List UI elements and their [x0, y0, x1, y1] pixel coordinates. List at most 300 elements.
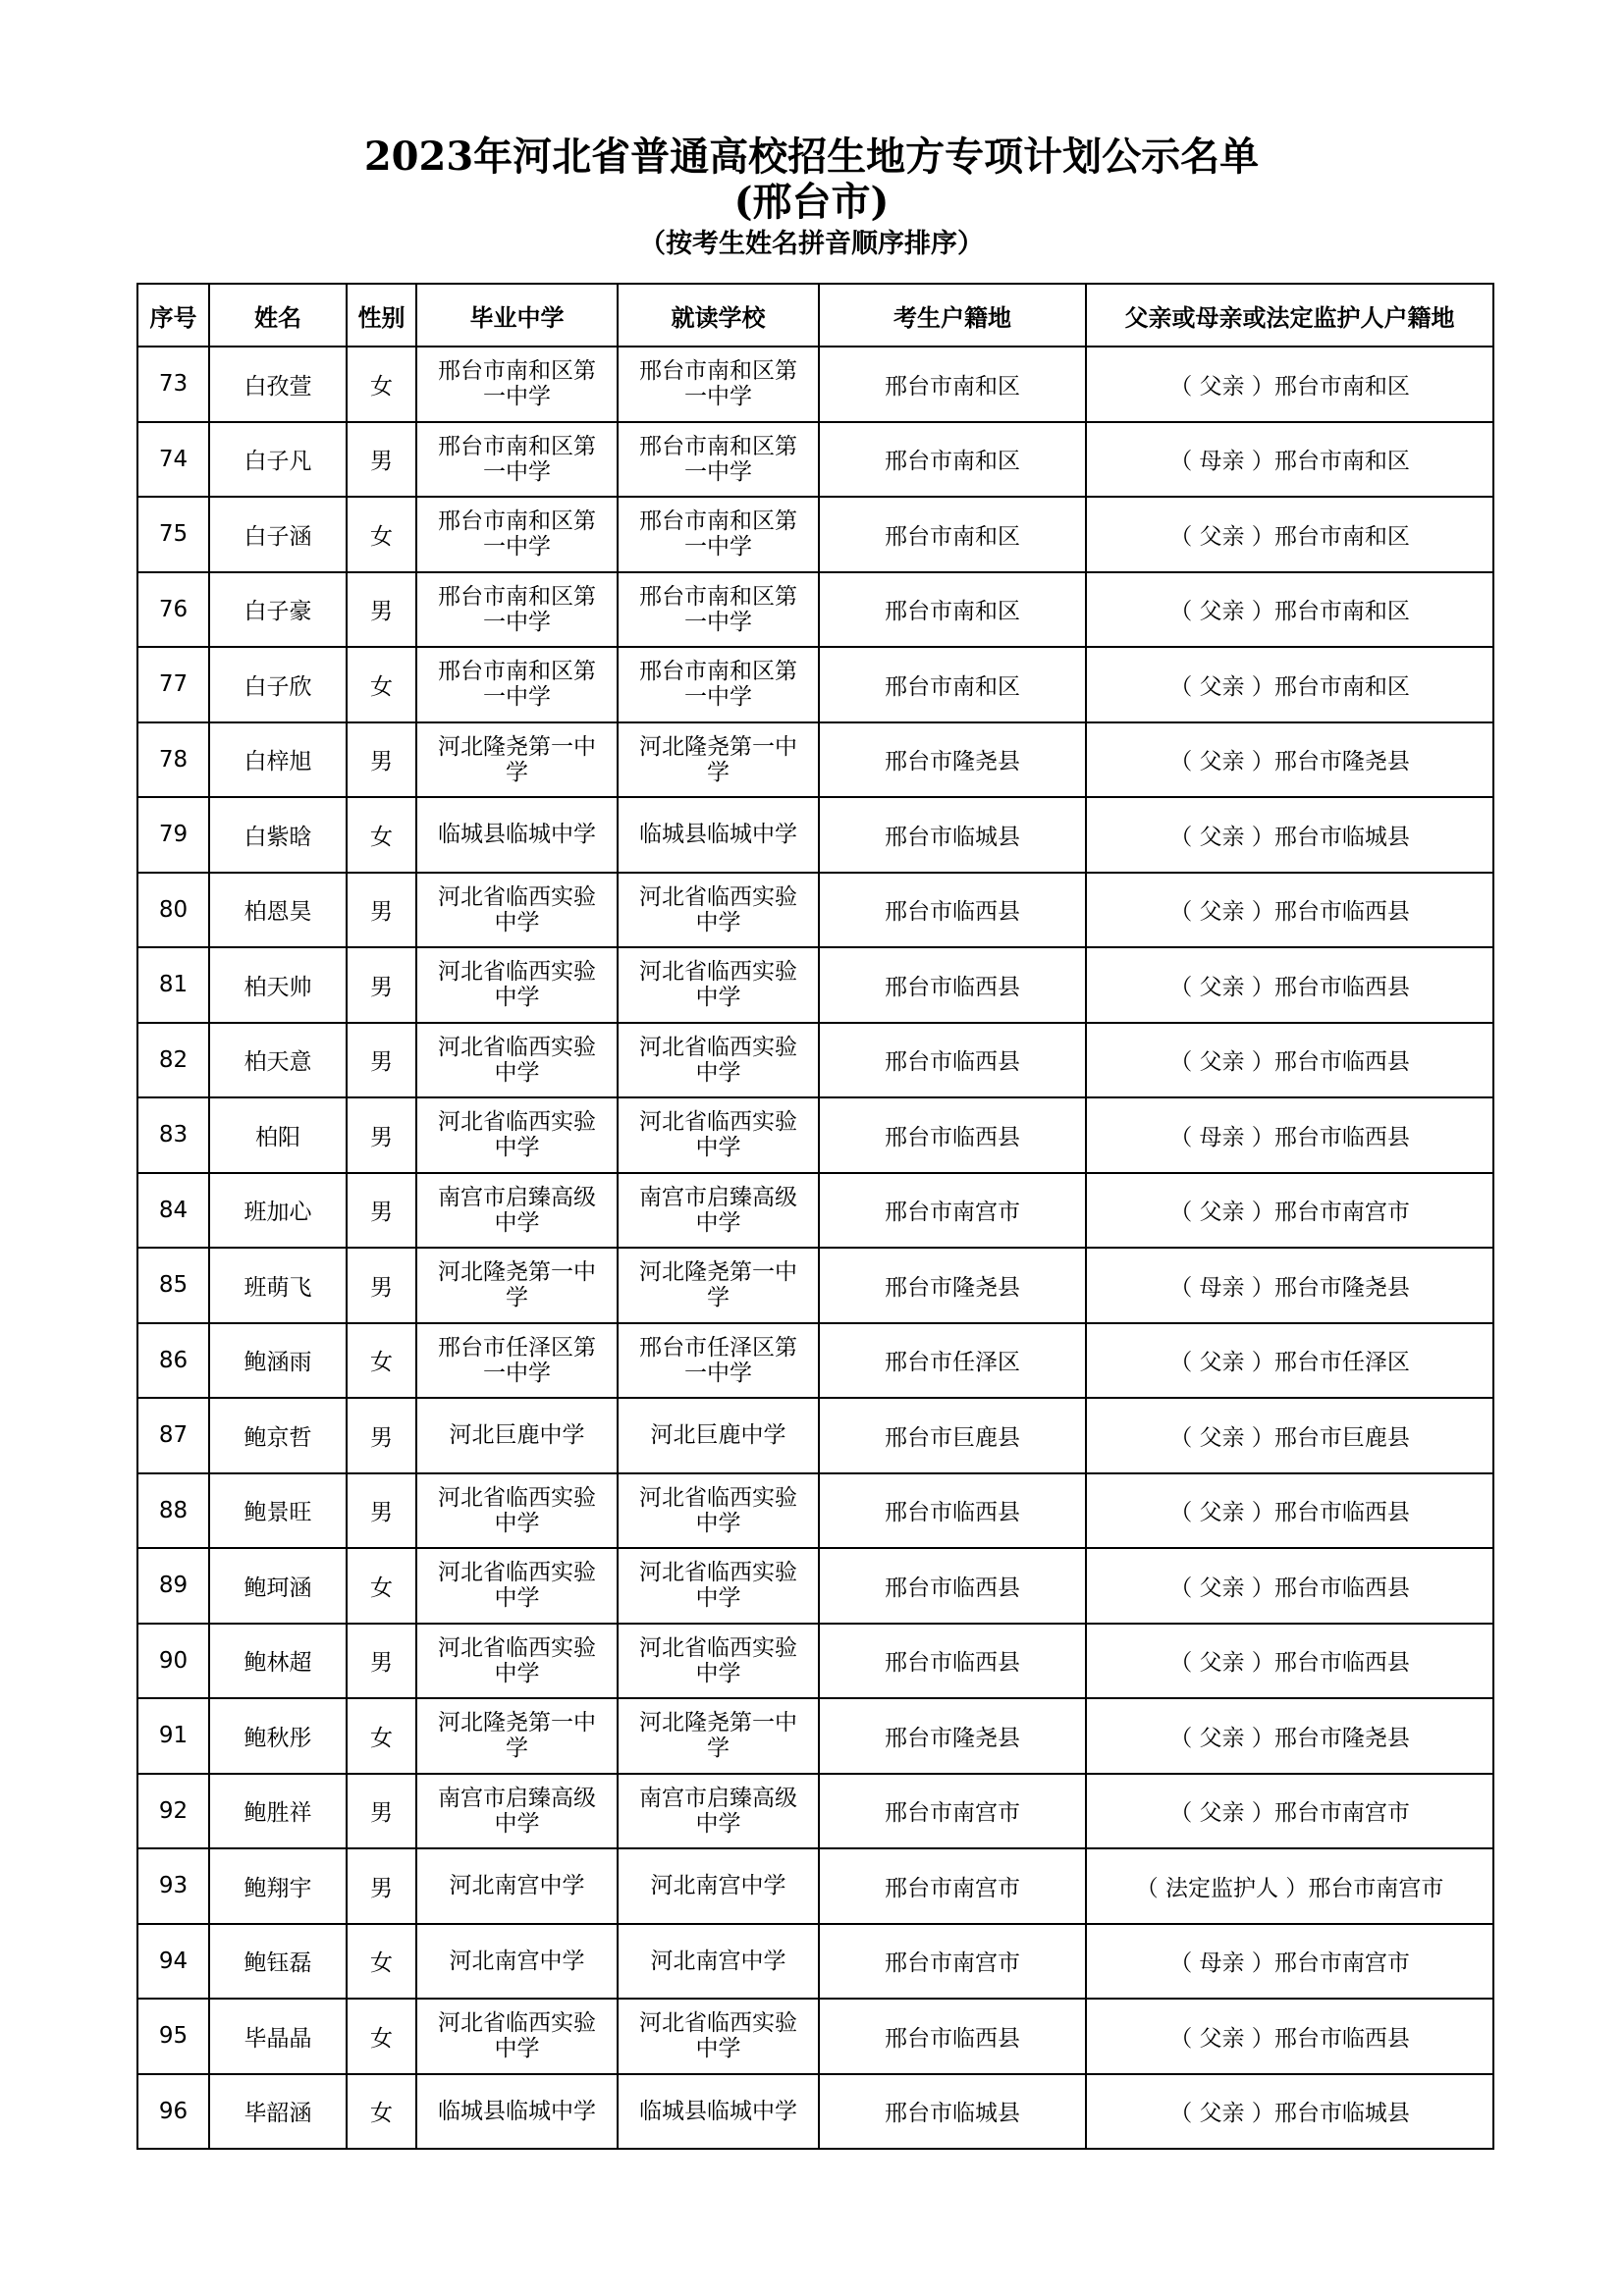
cell-graduation-school-line: 中学 — [494, 985, 540, 1011]
cell-name: 白子豪 — [209, 572, 347, 648]
cell-graduation-school — [416, 1774, 618, 1849]
cell-graduation-school — [416, 1173, 618, 1249]
cell-current-school-line: 中学 — [695, 1810, 741, 1837]
cell-graduation-school-line: 一中学 — [483, 458, 551, 485]
cell-name: 鲍钰磊 — [209, 1924, 347, 2000]
cell-gender: 男 — [347, 873, 416, 948]
cell-serial: 76 — [137, 572, 209, 648]
cell-name: 白子欣 — [209, 647, 347, 722]
cell-graduation-school-line: 学 — [506, 759, 528, 785]
guardian-domicile: 邢台市临城县 — [1273, 2101, 1410, 2127]
cell-current-school — [618, 1023, 819, 1098]
cell-current-school-line: 邢台市南和区第 — [639, 358, 797, 385]
cell-graduation-school-line: 河北南宫中学 — [449, 1948, 585, 1974]
cell-domicile: 邢台市隆尧县 — [819, 722, 1086, 798]
cell-guardian-domicile — [1086, 1924, 1493, 2000]
table-row — [137, 1924, 1493, 2000]
cell-current-school-line: 一中学 — [684, 609, 752, 635]
guardian-relation: （ 父亲 ） — [1169, 1049, 1274, 1076]
guardian-domicile: 邢台市临城县 — [1273, 824, 1410, 850]
cell-serial: 75 — [137, 497, 209, 572]
header-guardian-domicile: 父亲或母亲或法定监护人户籍地 — [1086, 284, 1493, 347]
cell-graduation-school — [416, 572, 618, 648]
cell-gender: 女 — [347, 1548, 416, 1624]
cell-serial: 79 — [137, 797, 209, 873]
cell-graduation-school-line: 中学 — [494, 1810, 540, 1837]
cell-name: 白梓旭 — [209, 722, 347, 798]
cell-domicile: 邢台市临西县 — [819, 873, 1086, 948]
cell-graduation-school — [416, 1698, 618, 1774]
cell-current-school-line: 邢台市任泽区第 — [639, 1334, 797, 1361]
cell-current-school-line: 河北隆尧第一中 — [639, 733, 797, 760]
cell-graduation-school-line: 南宫市启臻高级 — [438, 1785, 596, 1811]
cell-name: 白孜萱 — [209, 347, 347, 422]
cell-current-school-line: 河北南宫中学 — [650, 1948, 786, 1974]
cell-graduation-school — [416, 1624, 618, 1699]
table-row — [137, 1774, 1493, 1849]
cell-current-school — [618, 497, 819, 572]
table-row — [137, 2074, 1493, 2150]
cell-name: 鲍京哲 — [209, 1398, 347, 1473]
cell-guardian-domicile — [1086, 1097, 1493, 1173]
cell-graduation-school — [416, 1023, 618, 1098]
cell-current-school — [618, 1248, 819, 1323]
cell-current-school — [618, 422, 819, 498]
table-row — [137, 422, 1493, 498]
cell-graduation-school — [416, 2074, 618, 2150]
cell-domicile: 邢台市隆尧县 — [819, 1698, 1086, 1774]
cell-graduation-school — [416, 347, 618, 422]
table-row — [137, 1548, 1493, 1624]
cell-gender: 男 — [347, 1848, 416, 1924]
cell-current-school-line: 中学 — [695, 1209, 741, 1236]
cell-current-school — [618, 947, 819, 1023]
cell-graduation-school — [416, 947, 618, 1023]
cell-name: 柏天意 — [209, 1023, 347, 1098]
cell-current-school-line: 邢台市南和区第 — [639, 508, 797, 535]
guardian-relation: （ 父亲 ） — [1169, 1500, 1274, 1526]
cell-name: 鲍秋彤 — [209, 1698, 347, 1774]
cell-gender: 女 — [347, 1924, 416, 2000]
cell-guardian-domicile — [1086, 1548, 1493, 1624]
cell-current-school-line: 河北隆尧第一中 — [639, 1710, 797, 1736]
cell-current-school — [618, 1999, 819, 2074]
cell-current-school-line: 南宫市启臻高级 — [639, 1184, 797, 1210]
cell-serial: 80 — [137, 873, 209, 948]
guardian-relation: （ 母亲 ） — [1169, 449, 1274, 475]
cell-serial: 94 — [137, 1924, 209, 2000]
cell-current-school-line: 河北省临西实验 — [639, 883, 797, 910]
cell-current-school-line: 邢台市南和区第 — [639, 659, 797, 685]
cell-serial: 88 — [137, 1473, 209, 1549]
cell-serial: 89 — [137, 1548, 209, 1624]
cell-current-school-line: 邢台市南和区第 — [639, 583, 797, 610]
table-row — [137, 722, 1493, 798]
cell-graduation-school-line: 邢台市南和区第 — [438, 433, 596, 459]
table-row — [137, 1173, 1493, 1249]
cell-current-school-line: 临城县临城中学 — [639, 2098, 797, 2124]
cell-graduation-school — [416, 497, 618, 572]
guardian-domicile: 邢台市临西县 — [1273, 1049, 1410, 1076]
cell-gender: 男 — [347, 1023, 416, 1098]
cell-name: 白紫晗 — [209, 797, 347, 873]
guardian-relation: （ 父亲 ） — [1169, 899, 1274, 926]
cell-current-school-line: 南宫市启臻高级 — [639, 1785, 797, 1811]
guardian-domicile: 邢台市隆尧县 — [1273, 749, 1410, 775]
table-row — [137, 347, 1493, 422]
cell-current-school-line: 一中学 — [684, 534, 752, 561]
cell-graduation-school-line: 邢台市任泽区第 — [438, 1334, 596, 1361]
cell-graduation-school-line: 河北省临西实验 — [438, 1634, 596, 1661]
cell-graduation-school-line: 中学 — [494, 1059, 540, 1086]
cell-current-school-line: 中学 — [695, 2036, 741, 2062]
cell-name: 鲍翔宇 — [209, 1848, 347, 1924]
cell-current-school — [618, 1548, 819, 1624]
cell-domicile: 邢台市南宫市 — [819, 1848, 1086, 1924]
cell-gender: 男 — [347, 1624, 416, 1699]
cell-name: 鲍景旺 — [209, 1473, 347, 1549]
cell-domicile: 邢台市临西县 — [819, 1999, 1086, 2074]
cell-serial: 91 — [137, 1698, 209, 1774]
cell-serial: 90 — [137, 1624, 209, 1699]
cell-serial: 82 — [137, 1023, 209, 1098]
cell-current-school-line: 中学 — [695, 1660, 741, 1686]
cell-guardian-domicile — [1086, 1848, 1493, 1924]
table-row — [137, 1323, 1493, 1399]
cell-guardian-domicile — [1086, 347, 1493, 422]
guardian-domicile: 邢台市南和区 — [1273, 373, 1410, 400]
cell-graduation-school-line: 河北省临西实验 — [438, 1109, 596, 1136]
guardian-domicile: 邢台市临西县 — [1273, 1124, 1410, 1150]
guardian-domicile: 邢台市南和区 — [1273, 523, 1410, 550]
cell-gender: 男 — [347, 1248, 416, 1323]
cell-graduation-school — [416, 722, 618, 798]
cell-serial: 92 — [137, 1774, 209, 1849]
table-row — [137, 1023, 1493, 1098]
cell-graduation-school — [416, 422, 618, 498]
cell-graduation-school-line: 学 — [506, 1735, 528, 1762]
table-row — [137, 1848, 1493, 1924]
cell-graduation-school-line: 邢台市南和区第 — [438, 508, 596, 535]
cell-gender: 女 — [347, 1999, 416, 2074]
guardian-relation: （ 父亲 ） — [1169, 824, 1274, 850]
guardian-relation: （ 父亲 ） — [1169, 974, 1274, 1000]
guardian-domicile: 邢台市隆尧县 — [1273, 1725, 1410, 1751]
cell-current-school-line: 中学 — [695, 1585, 741, 1612]
cell-gender: 男 — [347, 1473, 416, 1549]
cell-graduation-school-line: 河北隆尧第一中 — [438, 1710, 596, 1736]
cell-gender: 女 — [347, 1698, 416, 1774]
cell-guardian-domicile — [1086, 1774, 1493, 1849]
cell-gender: 男 — [347, 1173, 416, 1249]
cell-gender: 男 — [347, 422, 416, 498]
cell-serial: 83 — [137, 1097, 209, 1173]
cell-current-school-line: 河北省临西实验 — [639, 2010, 797, 2037]
cell-gender: 女 — [347, 1323, 416, 1399]
cell-serial: 84 — [137, 1173, 209, 1249]
guardian-relation: （ 母亲 ） — [1169, 1124, 1274, 1150]
cell-current-school-line: 学 — [707, 1285, 730, 1311]
cell-current-school-line: 学 — [707, 759, 730, 785]
cell-graduation-school-line: 一中学 — [483, 684, 551, 711]
cell-graduation-school-line: 河北省临西实验 — [438, 883, 596, 910]
guardian-relation: （ 父亲 ） — [1169, 523, 1274, 550]
cell-current-school — [618, 2074, 819, 2150]
cell-current-school-line: 河北省临西实验 — [639, 1034, 797, 1060]
cell-gender: 男 — [347, 1774, 416, 1849]
cell-current-school-line: 河北省临西实验 — [639, 1634, 797, 1661]
cell-guardian-domicile — [1086, 647, 1493, 722]
guardian-domicile: 邢台市南宫市 — [1273, 1950, 1410, 1977]
cell-serial: 73 — [137, 347, 209, 422]
cell-guardian-domicile — [1086, 572, 1493, 648]
cell-graduation-school-line: 中学 — [494, 909, 540, 935]
table-row — [137, 947, 1493, 1023]
document-subtitle: （按考生姓名拼音顺序排序） — [639, 229, 984, 259]
cell-graduation-school — [416, 647, 618, 722]
cell-name: 柏阳 — [209, 1097, 347, 1173]
guardian-relation: （ 父亲 ） — [1169, 1725, 1274, 1751]
cell-name: 柏天帅 — [209, 947, 347, 1023]
cell-guardian-domicile — [1086, 722, 1493, 798]
cell-domicile: 邢台市南和区 — [819, 422, 1086, 498]
guardian-domicile: 邢台市南宫市 — [1308, 1875, 1444, 1901]
guardian-domicile: 邢台市南和区 — [1273, 673, 1410, 700]
cell-name: 鲍珂涵 — [209, 1548, 347, 1624]
table-row — [137, 873, 1493, 948]
cell-gender: 男 — [347, 722, 416, 798]
cell-graduation-school-line: 河北省临西实验 — [438, 959, 596, 986]
guardian-domicile: 邢台市巨鹿县 — [1273, 1424, 1410, 1451]
cell-graduation-school — [416, 1097, 618, 1173]
cell-graduation-school-line: 河北省临西实验 — [438, 1484, 596, 1511]
cell-current-school-line: 中学 — [695, 1510, 741, 1536]
cell-current-school-line: 中学 — [695, 1059, 741, 1086]
cell-serial: 95 — [137, 1999, 209, 2074]
cell-current-school — [618, 722, 819, 798]
cell-graduation-school-line: 临城县临城中学 — [438, 2098, 596, 2124]
guardian-relation: （ 父亲 ） — [1169, 749, 1274, 775]
cell-graduation-school-line: 一中学 — [483, 609, 551, 635]
table-row — [137, 1473, 1493, 1549]
cell-name: 白子涵 — [209, 497, 347, 572]
cell-current-school-line: 河北南宫中学 — [650, 1873, 786, 1899]
cell-gender: 女 — [347, 647, 416, 722]
cell-graduation-school — [416, 1848, 618, 1924]
cell-name: 白子凡 — [209, 422, 347, 498]
cell-graduation-school-line: 河北南宫中学 — [449, 1873, 585, 1899]
guardian-relation: （ 父亲 ） — [1169, 2101, 1274, 2127]
cell-graduation-school-line: 中学 — [494, 1585, 540, 1612]
cell-gender: 男 — [347, 947, 416, 1023]
cell-guardian-domicile — [1086, 1698, 1493, 1774]
cell-current-school-line: 一中学 — [684, 1360, 752, 1386]
cell-current-school — [618, 1323, 819, 1399]
cell-graduation-school-line: 河北省临西实验 — [438, 1034, 596, 1060]
cell-domicile: 邢台市临西县 — [819, 1097, 1086, 1173]
cell-current-school — [618, 1698, 819, 1774]
table-row — [137, 1624, 1493, 1699]
cell-guardian-domicile — [1086, 1999, 1493, 2074]
cell-guardian-domicile — [1086, 1023, 1493, 1098]
cell-current-school-line: 河北隆尧第一中 — [639, 1259, 797, 1286]
cell-current-school-line: 临城县临城中学 — [639, 822, 797, 848]
cell-graduation-school — [416, 873, 618, 948]
cell-current-school — [618, 1097, 819, 1173]
cell-domicile: 邢台市临西县 — [819, 1473, 1086, 1549]
cell-graduation-school-line: 学 — [506, 1285, 528, 1311]
guardian-domicile: 邢台市临西县 — [1273, 974, 1410, 1000]
cell-gender: 女 — [347, 497, 416, 572]
guardian-relation: （ 父亲 ） — [1169, 1575, 1274, 1601]
cell-graduation-school-line: 中学 — [494, 1660, 540, 1686]
cell-graduation-school-line: 中学 — [494, 1510, 540, 1536]
table-row — [137, 1698, 1493, 1774]
cell-guardian-domicile — [1086, 1624, 1493, 1699]
cell-guardian-domicile — [1086, 2074, 1493, 2150]
cell-current-school — [618, 647, 819, 722]
guardian-relation: （ 父亲 ） — [1169, 1200, 1274, 1226]
cell-graduation-school-line: 河北省临西实验 — [438, 1560, 596, 1586]
cell-graduation-school — [416, 1248, 618, 1323]
cell-domicile: 邢台市南和区 — [819, 572, 1086, 648]
cell-graduation-school — [416, 797, 618, 873]
table-row — [137, 497, 1493, 572]
cell-domicile: 邢台市临西县 — [819, 1023, 1086, 1098]
guardian-domicile: 邢台市南宫市 — [1273, 1800, 1410, 1827]
guardian-domicile: 邢台市南和区 — [1273, 599, 1410, 625]
cell-name: 班加心 — [209, 1173, 347, 1249]
guardian-relation: （ 父亲 ） — [1169, 1350, 1274, 1376]
cell-domicile: 邢台市临城县 — [819, 2074, 1086, 2150]
roster-table — [136, 283, 1494, 2150]
cell-current-school-line: 邢台市南和区第 — [639, 433, 797, 459]
cell-graduation-school-line: 一中学 — [483, 384, 551, 410]
cell-graduation-school — [416, 1473, 618, 1549]
cell-domicile: 邢台市巨鹿县 — [819, 1398, 1086, 1473]
cell-domicile: 邢台市南宫市 — [819, 1173, 1086, 1249]
cell-guardian-domicile — [1086, 947, 1493, 1023]
guardian-relation: （ 父亲 ） — [1169, 599, 1274, 625]
cell-domicile: 邢台市临西县 — [819, 1624, 1086, 1699]
table-body — [137, 347, 1493, 2149]
guardian-domicile: 邢台市任泽区 — [1273, 1350, 1410, 1376]
cell-guardian-domicile — [1086, 873, 1493, 948]
cell-graduation-school-line: 中学 — [494, 2036, 540, 2062]
cell-graduation-school — [416, 1323, 618, 1399]
cell-current-school — [618, 347, 819, 422]
table-row — [137, 647, 1493, 722]
guardian-domicile: 邢台市南和区 — [1273, 449, 1410, 475]
table-header-row — [137, 284, 1493, 347]
cell-current-school-line: 一中学 — [684, 458, 752, 485]
cell-graduation-school-line: 河北隆尧第一中 — [438, 733, 596, 760]
cell-name: 鲍林超 — [209, 1624, 347, 1699]
guardian-domicile: 邢台市南宫市 — [1273, 1200, 1410, 1226]
cell-current-school — [618, 1398, 819, 1473]
cell-domicile: 邢台市临西县 — [819, 1548, 1086, 1624]
cell-guardian-domicile — [1086, 422, 1493, 498]
cell-graduation-school — [416, 1999, 618, 2074]
cell-graduation-school-line: 一中学 — [483, 534, 551, 561]
cell-graduation-school-line: 临城县临城中学 — [438, 822, 596, 848]
cell-graduation-school-line: 河北巨鹿中学 — [449, 1422, 585, 1449]
cell-graduation-school-line: 邢台市南和区第 — [438, 358, 596, 385]
header-graduation-school: 毕业中学 — [416, 284, 618, 347]
cell-name: 班萌飞 — [209, 1248, 347, 1323]
guardian-relation: （ 父亲 ） — [1169, 673, 1274, 700]
cell-graduation-school-line: 邢台市南和区第 — [438, 659, 596, 685]
cell-serial: 77 — [137, 647, 209, 722]
cell-guardian-domicile — [1086, 1173, 1493, 1249]
cell-gender: 男 — [347, 1398, 416, 1473]
cell-current-school — [618, 1848, 819, 1924]
table-row — [137, 1097, 1493, 1173]
cell-current-school — [618, 797, 819, 873]
guardian-relation: （ 父亲 ） — [1169, 373, 1274, 400]
cell-gender: 男 — [347, 1097, 416, 1173]
cell-current-school-line: 河北巨鹿中学 — [650, 1422, 786, 1449]
guardian-relation: （ 父亲 ） — [1169, 1800, 1274, 1827]
cell-current-school-line: 河北省临西实验 — [639, 1560, 797, 1586]
document-region: (邢台市) — [733, 179, 890, 225]
cell-current-school-line: 一中学 — [684, 684, 752, 711]
cell-current-school — [618, 1774, 819, 1849]
guardian-domicile: 邢台市临西县 — [1273, 1650, 1410, 1677]
cell-serial: 74 — [137, 422, 209, 498]
cell-current-school — [618, 1624, 819, 1699]
cell-name: 鲍胜祥 — [209, 1774, 347, 1849]
cell-guardian-domicile — [1086, 797, 1493, 873]
cell-serial: 93 — [137, 1848, 209, 1924]
cell-current-school-line: 学 — [707, 1735, 730, 1762]
cell-guardian-domicile — [1086, 1323, 1493, 1399]
cell-graduation-school-line: 邢台市南和区第 — [438, 583, 596, 610]
cell-current-school — [618, 1173, 819, 1249]
cell-graduation-school-line: 河北隆尧第一中 — [438, 1259, 596, 1286]
cell-current-school — [618, 873, 819, 948]
table-row — [137, 1398, 1493, 1473]
cell-serial: 96 — [137, 2074, 209, 2150]
cell-domicile: 邢台市南宫市 — [819, 1924, 1086, 2000]
guardian-relation: （ 母亲 ） — [1169, 1274, 1274, 1301]
cell-graduation-school-line: 河北省临西实验 — [438, 2010, 596, 2037]
guardian-relation: （ 父亲 ） — [1169, 2025, 1274, 2052]
cell-name: 毕韶涵 — [209, 2074, 347, 2150]
cell-serial: 85 — [137, 1248, 209, 1323]
header-domicile: 考生户籍地 — [819, 284, 1086, 347]
cell-serial: 78 — [137, 722, 209, 798]
cell-graduation-school — [416, 1398, 618, 1473]
cell-graduation-school-line: 一中学 — [483, 1360, 551, 1386]
table-row — [137, 1999, 1493, 2074]
cell-current-school-line: 中学 — [695, 985, 741, 1011]
header-current-school: 就读学校 — [618, 284, 819, 347]
cell-current-school — [618, 572, 819, 648]
cell-name: 鲍涵雨 — [209, 1323, 347, 1399]
cell-guardian-domicile — [1086, 497, 1493, 572]
header-gender: 性别 — [347, 284, 416, 347]
guardian-domicile: 邢台市临西县 — [1273, 1575, 1410, 1601]
guardian-domicile: 邢台市临西县 — [1273, 899, 1410, 926]
guardian-relation: （ 法定监护人 ） — [1135, 1875, 1309, 1901]
cell-domicile: 邢台市南和区 — [819, 647, 1086, 722]
guardian-domicile: 邢台市临西县 — [1273, 2025, 1410, 2052]
header-name: 姓名 — [209, 284, 347, 347]
cell-serial: 86 — [137, 1323, 209, 1399]
cell-current-school — [618, 1473, 819, 1549]
cell-domicile: 邢台市隆尧县 — [819, 1248, 1086, 1323]
